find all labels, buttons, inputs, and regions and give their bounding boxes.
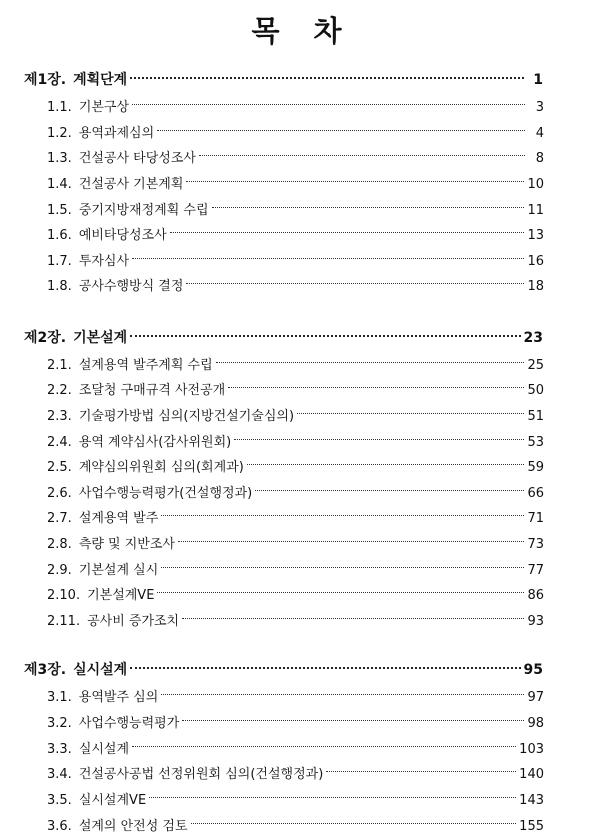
toc-section-3-2[interactable] — [47, 707, 544, 731]
section-page-number: 73 — [527, 537, 544, 552]
dot-leader — [199, 142, 525, 162]
section-page-number: 4 — [535, 126, 544, 141]
section-label: 기본구상 — [78, 100, 130, 115]
dot-leader — [228, 374, 524, 394]
page-title: 목 차 — [251, 14, 354, 48]
chapter-number: 제1장. — [24, 72, 67, 88]
section-label: 공사수행방식 결정 — [78, 279, 184, 294]
section-label: 건설공사 타당성조사 — [78, 151, 196, 166]
section-page-number: 13 — [527, 228, 544, 243]
chapter-page-number: 23 — [523, 330, 543, 346]
dot-leader — [132, 733, 516, 753]
section-number: 2.4. — [47, 435, 72, 450]
dot-leader — [186, 270, 524, 290]
dot-leader — [326, 758, 516, 778]
chapter-page-number: 1 — [533, 72, 543, 88]
section-label: 용역발주 심의 — [78, 690, 159, 705]
section-label: 기술평가방법 심의(지방건설기술심의) — [78, 409, 295, 424]
section-label: 계약심의위원회 심의(회계과) — [78, 460, 244, 475]
section-page-number: 8 — [535, 151, 544, 166]
section-number: 2.8. — [47, 537, 72, 552]
section-number: 3.5. — [47, 793, 72, 808]
section-number: 2.5. — [47, 460, 72, 475]
dot-leader — [216, 349, 525, 369]
section-label: 측량 및 지반조사 — [78, 537, 175, 552]
dot-leader — [157, 579, 524, 599]
toc-section-2-4[interactable] — [47, 426, 544, 450]
section-page-number: 16 — [527, 254, 544, 269]
section-page-number: 97 — [527, 690, 544, 705]
section-page-number: 25 — [527, 358, 544, 373]
toc-chapter-3[interactable] — [24, 654, 543, 678]
chapter-page-number: 95 — [523, 662, 543, 678]
dot-leader — [157, 117, 525, 137]
section-label: 용역과제심의 — [78, 126, 155, 141]
section-label: 투자심사 — [78, 254, 130, 269]
section-page-number: 3 — [535, 100, 544, 115]
section-page-number: 98 — [527, 716, 544, 731]
section-number: 3.6. — [47, 819, 72, 834]
section-page-number: 10 — [527, 177, 544, 192]
toc-section-2-10[interactable] — [47, 579, 544, 603]
toc-section-2-2[interactable] — [47, 374, 544, 398]
section-label: 설계용역 발주계획 수립 — [78, 358, 213, 373]
toc-section-1-6[interactable] — [47, 219, 544, 243]
section-number: 3.1. — [47, 690, 72, 705]
section-page-number: 51 — [527, 409, 544, 424]
toc-section-1-1[interactable] — [47, 91, 544, 115]
section-number: 1.5. — [47, 203, 72, 218]
chapter-number: 제2장. — [24, 330, 67, 346]
toc-section-3-4[interactable] — [47, 758, 544, 782]
toc-section-2-8[interactable] — [47, 528, 544, 552]
section-label: 조달청 구매규격 사전공개 — [78, 383, 226, 398]
section-label: 건설공사 기본계획 — [78, 177, 184, 192]
section-number: 1.3. — [47, 151, 72, 166]
section-page-number: 11 — [527, 203, 544, 218]
section-page-number: 71 — [527, 511, 544, 526]
section-label: 설계의 안전성 검토 — [78, 819, 188, 834]
section-page-number: 53 — [527, 435, 544, 450]
dot-leader — [161, 502, 524, 522]
dot-leader — [255, 477, 524, 497]
section-number: 1.1. — [47, 100, 72, 115]
section-label: 실시설계 — [78, 742, 130, 757]
section-page-number: 77 — [527, 563, 544, 578]
section-number: 2.10. — [47, 588, 81, 603]
section-number: 2.3. — [47, 409, 72, 424]
toc-section-2-6[interactable] — [47, 477, 544, 501]
section-page-number: 86 — [527, 588, 544, 603]
section-number: 3.2. — [47, 716, 72, 731]
dot-leader — [178, 528, 524, 548]
toc-section-2-1[interactable] — [47, 349, 544, 373]
section-number: 1.4. — [47, 177, 72, 192]
toc-section-2-9[interactable] — [47, 554, 544, 578]
toc-section-1-3[interactable] — [47, 142, 544, 166]
dot-leader — [191, 810, 517, 830]
toc-section-1-2[interactable] — [47, 117, 544, 141]
section-number: 1.6. — [47, 228, 72, 243]
toc-section-3-3[interactable] — [47, 733, 544, 757]
dot-leader — [297, 400, 524, 420]
dot-leader — [149, 784, 516, 804]
toc-section-2-3[interactable] — [47, 400, 544, 424]
section-label: 기본설계 실시 — [78, 563, 159, 578]
section-number: 1.8. — [47, 279, 72, 294]
dot-leader — [212, 194, 525, 214]
toc-section-3-6[interactable] — [47, 810, 544, 834]
section-number: 1.2. — [47, 126, 72, 141]
section-label: 예비타당성조사 — [78, 228, 167, 243]
chapter-label: 계획단계 — [73, 72, 128, 88]
chapter-label: 기본설계 — [73, 330, 128, 346]
section-page-number: 155 — [519, 819, 544, 834]
section-label: 기본설계VE — [87, 588, 155, 603]
section-page-number: 66 — [527, 486, 544, 501]
section-label: 실시설계VE — [78, 793, 147, 808]
dot-leader — [186, 168, 524, 188]
toc-section-3-5[interactable] — [47, 784, 544, 808]
section-label: 공사비 증가조치 — [87, 614, 180, 629]
section-label: 중기지방재정계획 수립 — [78, 203, 209, 218]
dot-leader — [161, 554, 524, 574]
section-number: 3.3. — [47, 742, 72, 757]
dot-leader — [132, 91, 525, 111]
dot-leader — [132, 245, 524, 265]
section-page-number: 59 — [527, 460, 544, 475]
toc-section-3-1[interactable] — [47, 681, 544, 705]
dot-leader — [130, 654, 520, 674]
section-label: 사업수행능력평가(건설행정과) — [78, 486, 253, 501]
section-number: 2.7. — [47, 511, 72, 526]
dot-leader — [130, 64, 524, 84]
dot-leader — [182, 707, 524, 727]
toc-section-2-7[interactable] — [47, 502, 544, 526]
section-page-number: 93 — [527, 614, 544, 629]
dot-leader — [130, 322, 520, 342]
section-number: 2.1. — [47, 358, 72, 373]
dot-leader — [170, 219, 525, 239]
toc-section-1-5[interactable] — [47, 194, 544, 218]
dot-leader — [182, 605, 524, 625]
dot-leader — [161, 681, 524, 701]
section-number: 2.9. — [47, 563, 72, 578]
toc-section-1-8[interactable] — [47, 270, 544, 294]
chapter-label: 실시설계 — [73, 662, 128, 678]
section-label: 설계용역 발주 — [78, 511, 159, 526]
section-number: 2.11. — [47, 614, 81, 629]
chapter-number: 제3장. — [24, 662, 67, 678]
section-number: 3.4. — [47, 767, 72, 782]
toc-section-1-4[interactable] — [47, 168, 544, 192]
section-page-number: 18 — [527, 279, 544, 294]
section-page-number: 50 — [527, 383, 544, 398]
toc-chapter-1[interactable] — [24, 64, 543, 88]
section-page-number: 140 — [519, 767, 544, 782]
toc-section-2-5[interactable] — [47, 451, 544, 475]
section-label: 건설공사공법 선정위원회 심의(건설행정과) — [78, 767, 324, 782]
section-page-number: 143 — [519, 793, 544, 808]
section-number: 2.6. — [47, 486, 72, 501]
section-number: 1.7. — [47, 254, 72, 269]
section-label: 용역 계약심사(감사위원회) — [78, 435, 232, 450]
toc-section-2-11[interactable] — [47, 605, 544, 629]
section-number: 2.2. — [47, 383, 72, 398]
dot-leader — [234, 426, 524, 446]
section-page-number: 103 — [519, 742, 544, 757]
dot-leader — [247, 451, 525, 471]
toc-section-1-7[interactable] — [47, 245, 544, 269]
toc-chapter-2[interactable] — [24, 322, 543, 346]
section-label: 사업수행능력평가 — [78, 716, 180, 731]
